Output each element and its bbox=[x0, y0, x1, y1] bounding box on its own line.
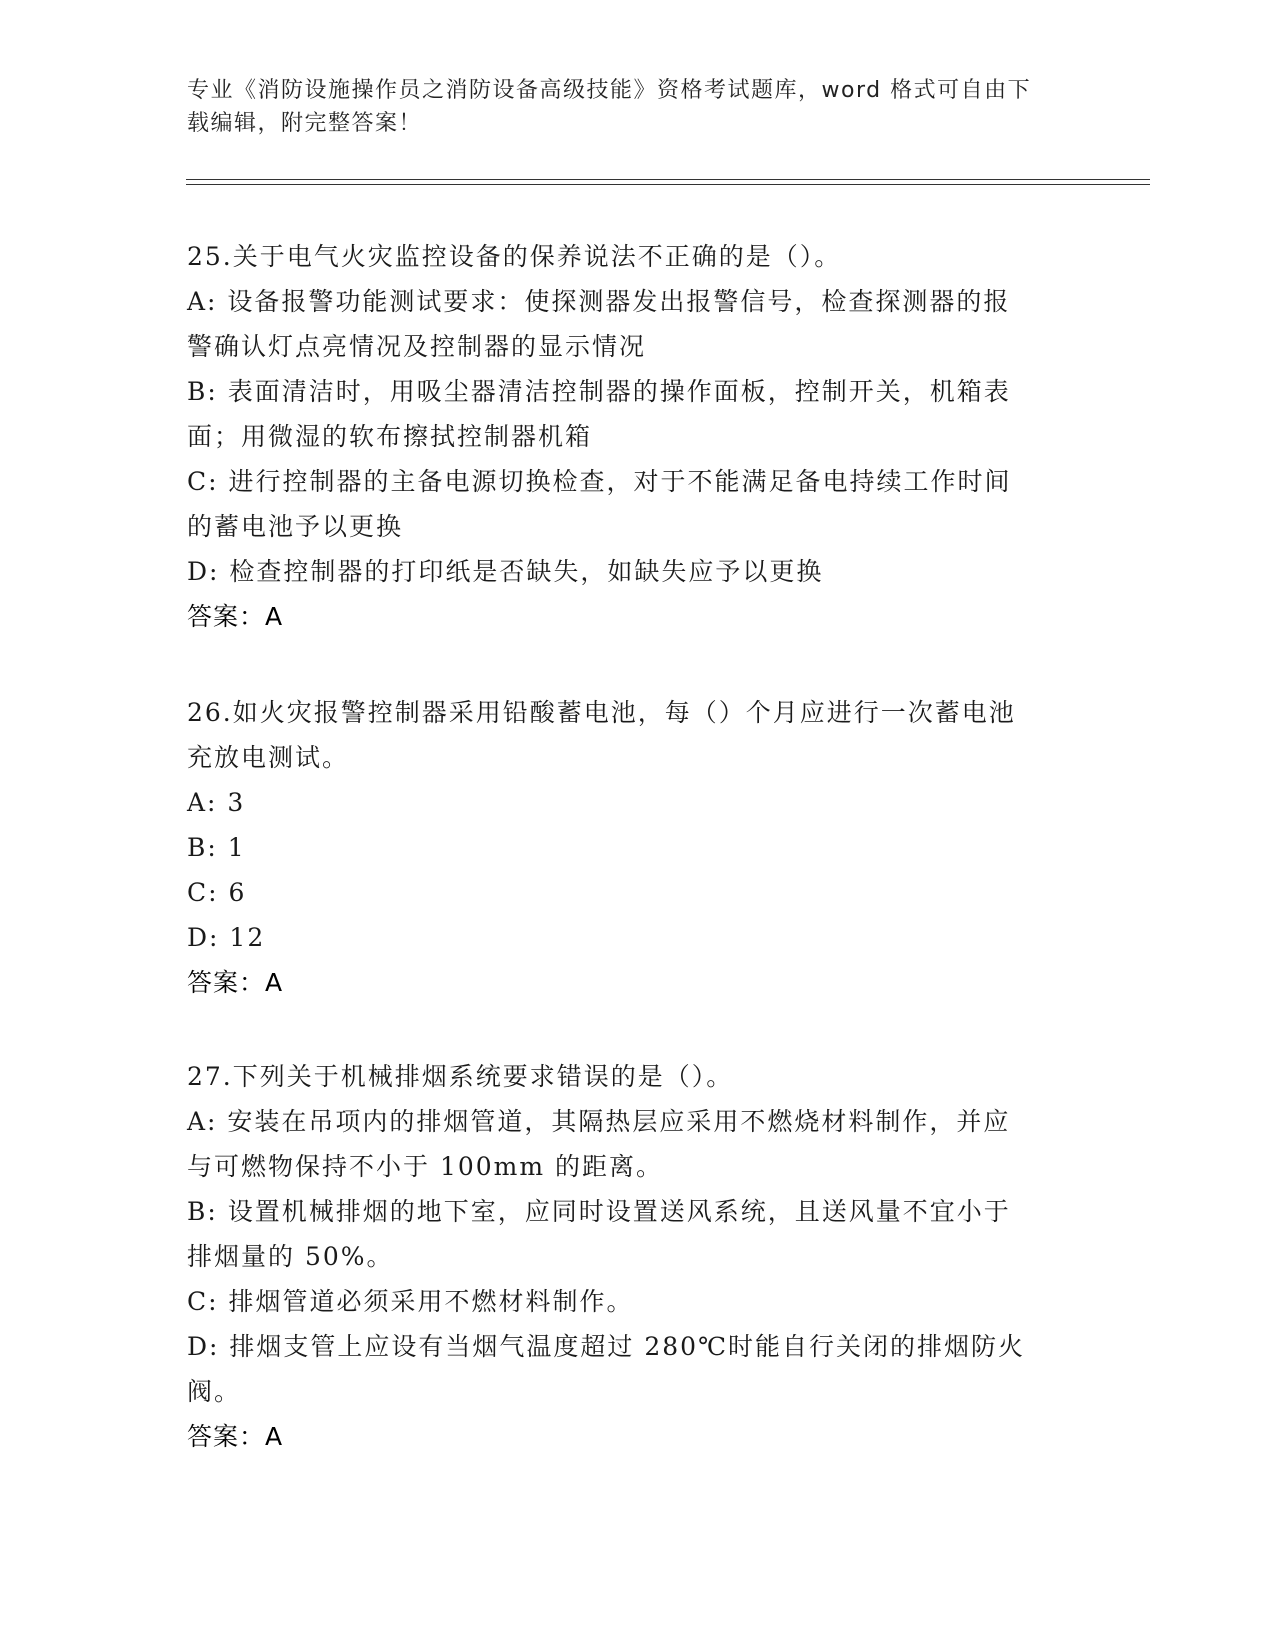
header-line-2: 载编辑，附完整答案！ bbox=[187, 111, 423, 136]
option-d-cont: 阀。 bbox=[187, 1377, 242, 1406]
header-divider-bottom bbox=[186, 184, 1150, 185]
question-25 bbox=[187, 234, 1067, 639]
option-c: C: 进行控制器的主备电源切换检查，对于不能满足备电持续工作时间 bbox=[187, 467, 1012, 496]
header-divider-top bbox=[186, 179, 1150, 180]
question-stem: 26.如火灾报警控制器采用铅酸蓄电池，每（）个月应进行一次蓄电池 bbox=[187, 698, 1016, 727]
document-header bbox=[187, 74, 1087, 140]
option-d: D: 12 bbox=[187, 923, 266, 952]
question-stem: 27.下列关于机械排烟系统要求错误的是（）。 bbox=[187, 1062, 734, 1091]
option-a: A: 设备报警功能测试要求：使探测器发出报警信号，检查探测器的报 bbox=[187, 287, 1011, 316]
option-a: A: 安装在吊项内的排烟管道，其隔热层应采用不燃烧材料制作，并应 bbox=[187, 1107, 1011, 1136]
option-b: B: 1 bbox=[187, 833, 246, 862]
answer-label: 答案：A bbox=[187, 602, 284, 631]
option-d: D: 排烟支管上应设有当烟气温度超过 280℃时能自行关闭的排烟防火 bbox=[187, 1332, 1026, 1361]
question-stem-cont: 充放电测试。 bbox=[187, 743, 350, 772]
option-a-cont: 警确认灯点亮情况及控制器的显示情况 bbox=[187, 332, 647, 361]
option-b: B: 表面清洁时，用吸尘器清洁控制器的操作面板，控制开关，机箱表 bbox=[187, 377, 1011, 406]
answer-label: 答案：A bbox=[187, 968, 284, 997]
question-stem: 25.关于电气火灾监控设备的保养说法不正确的是（）。 bbox=[187, 242, 842, 271]
option-b: B: 设置机械排烟的地下室，应同时设置送风系统，且送风量不宜小于 bbox=[187, 1197, 1011, 1226]
option-a-cont: 与可燃物保持不小于 100mm 的距离。 bbox=[187, 1152, 664, 1181]
option-c: C: 6 bbox=[187, 878, 247, 907]
option-c-cont: 的蓄电池予以更换 bbox=[187, 512, 404, 541]
option-b-cont: 面；用微湿的软布擦拭控制器机箱 bbox=[187, 422, 593, 451]
option-c: C: 排烟管道必须采用不燃材料制作。 bbox=[187, 1287, 634, 1316]
option-d: D: 检查控制器的打印纸是否缺失，如缺失应予以更换 bbox=[187, 557, 824, 586]
option-a: A: 3 bbox=[187, 788, 246, 817]
option-b-cont: 排烟量的 50%。 bbox=[187, 1242, 394, 1271]
answer-label: 答案：A bbox=[187, 1422, 284, 1451]
header-line-1: 专业《消防设施操作员之消防设备高级技能》资格考试题库，word 格式可自由下 bbox=[187, 78, 1032, 103]
question-26 bbox=[187, 690, 1067, 1005]
question-27 bbox=[187, 1054, 1067, 1459]
